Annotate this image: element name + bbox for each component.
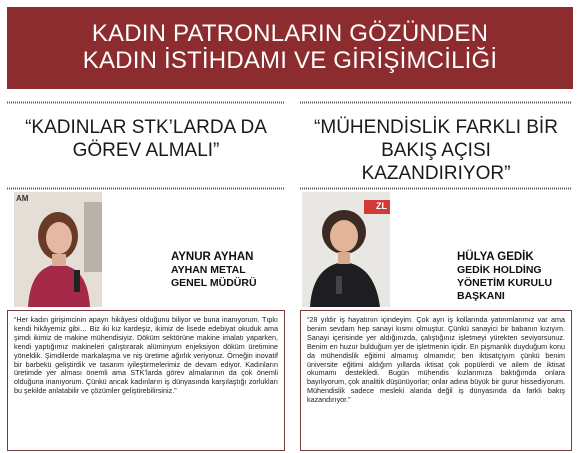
portrait-photo [302, 192, 390, 307]
profile-area-left [7, 192, 285, 307]
headline-left [7, 110, 285, 188]
person-company: AYHAN METAL [171, 264, 246, 276]
portrait-photo [14, 192, 102, 307]
banner-title-line1: KADIN PATRONLARIN GÖZÜNDEN [91, 20, 489, 47]
headline-right-line2: BAKIŞ AÇISI KAZANDIRIYOR” [361, 140, 511, 184]
quote-text: “28 yıldır iş hayatının içindeyim. Çok ayrı iş kollarında yatırımlarımız var ama benim sevdam hep sanayi kısmı olmuştur. Çünkü sanayici bir babanın kızıyım. Sanayi içerisinde yer aldığınızda, çalıştığınız işletmeyi yürekten seviyorsunuz. Benim en huzur bulduğum yer de işletmenin içidir. En pişmanlık duyduğum konu da mühendislik eğitimi almamış olmamdır; ben iktisatçıyım çünkü benim üniversite eğitimi aldığım yıllarda iktisat çok popülerdi ve ailem de iktisat okumamı destekledi. Bugün mühendis kızlarımıza baktığımda onlara bayılıyorum, çok analitik düşünüyorlar; onlar adına büyük bir gurur hissediyorum. Mühendislik sadece mesleki alanda değil iş dünyasında da farklı bakış kazandırıyor.” [307, 315, 565, 405]
person-caption-right [417, 250, 567, 303]
quote-text: “Her kadın girişimcinin apayrı hikâyesi olduğunu biliyor ve buna inanıyorum. Tıpkı kendi hikâyemiz gibi… Biz iki kız kardeşiz, ikimiz de lisede edebiyat okuduk ama şimdi ikimiz de makine mühendisiyiz. Döküm sektörüne makine imalatı yaparken, kendi yaptığımız makineleri çalıştırarak alüminyum enjeksiyon döküm üretimine yöneldik. Şimdilerde markalaşma ve niş üretime ağırlık veriyoruz. Örneğin inovatif bir barbekü geliştirdik ve tasarım iyileştirmelerimiz de devam ediyor. Kadınların üretimde yer alması önemli ama STK’larda görev almalarının da çok önemli olduğuna inanıyorum. Çünkü ancak kadınların iş dünyasında karşılaştığı zorlukları bu şekilde anlatabilir ve çözümler geliştirebilirsiniz.” [14, 315, 278, 396]
person-caption-left [127, 250, 285, 290]
interview-column-right [300, 101, 572, 453]
interview-column-left [7, 101, 285, 453]
banner-title-line2: KADIN İSTİHDAMI VE GİRİŞİMCİLİĞİ [82, 47, 498, 74]
photo-backdrop-tag: AM [16, 194, 29, 203]
quote-box-left [7, 310, 285, 451]
headline-right [300, 110, 572, 188]
person-role: YÖNETİM KURULU BAŞKANI [457, 277, 553, 302]
column-divider [300, 187, 572, 190]
column-top-rule [7, 101, 285, 104]
column-top-rule [300, 101, 572, 104]
photo-backdrop-tag: ZL [376, 201, 387, 211]
profile-area-right [300, 192, 572, 307]
column-divider [7, 187, 285, 190]
portrait-illustration [14, 192, 102, 307]
person-name: HÜLYA GEDİK [457, 251, 534, 263]
person-name: AYNUR AYHAN [171, 251, 254, 263]
headline-left-line1: “KADINLAR STK’LARDA DA [25, 117, 267, 138]
person-company: GEDİK HOLDİNG [457, 264, 542, 276]
headline-right-line1: “MÜHENDİSLİK FARKLI BİR [314, 117, 558, 138]
person-role: GENEL MÜDÜRÜ [171, 277, 257, 289]
headline-left-line2: GÖREV ALMALI” [72, 140, 220, 161]
quote-box-right [300, 310, 572, 451]
page-banner [7, 7, 573, 89]
